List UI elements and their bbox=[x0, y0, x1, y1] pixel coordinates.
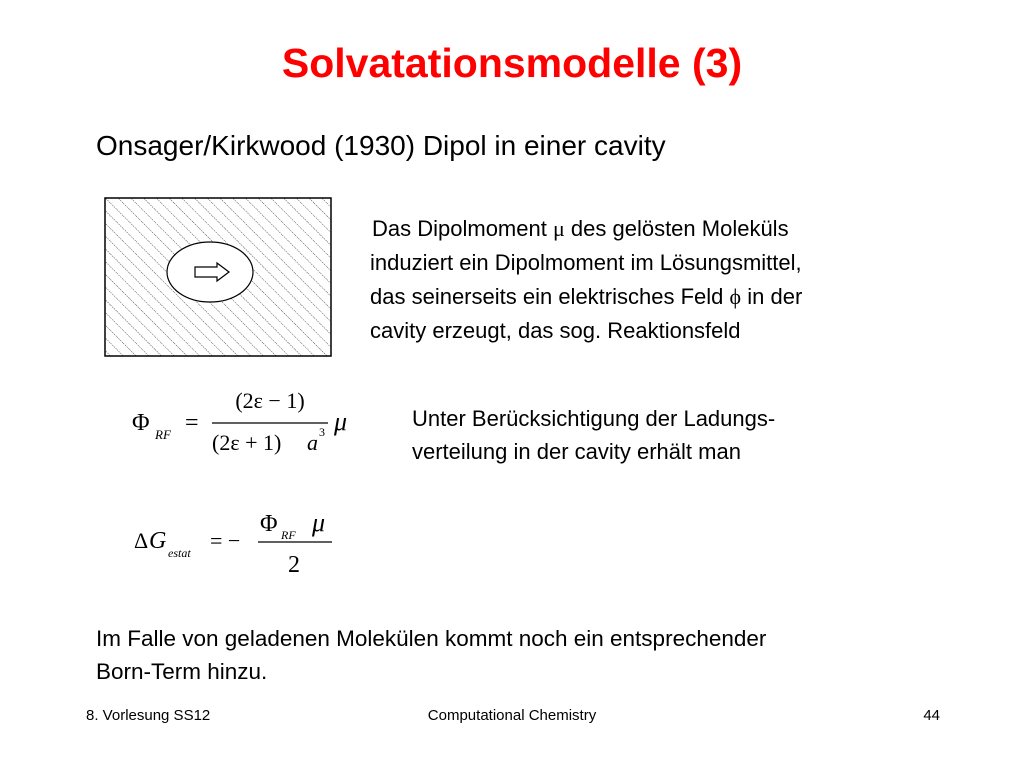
svg-text:μ: μ bbox=[334, 407, 348, 436]
equation-reaction-field bbox=[124, 384, 364, 464]
svg-text:Δ: Δ bbox=[134, 528, 149, 553]
svg-text:μ: μ bbox=[312, 508, 326, 537]
paragraph-born-term: Im Falle von geladenen Molekülen kommt noch ein entsprechender Born-Term hinzu. bbox=[96, 626, 767, 684]
svg-text:=: = bbox=[185, 410, 199, 436]
svg-text:Φ: Φ bbox=[132, 410, 150, 436]
svg-text:estat: estat bbox=[168, 546, 191, 560]
svg-text:3: 3 bbox=[319, 425, 325, 439]
svg-text:2: 2 bbox=[288, 552, 300, 578]
equation-free-energy bbox=[128, 506, 348, 586]
slide-title: Solvatationsmodelle (3) bbox=[281, 40, 743, 86]
svg-text:(2ε + 1): (2ε + 1) bbox=[212, 430, 282, 455]
cavity-diagram bbox=[104, 197, 334, 359]
svg-text:RF: RF bbox=[155, 427, 171, 442]
slide-subtitle: Onsager/Kirkwood (1930) Dipol in einer cavity bbox=[96, 130, 666, 161]
paragraph-dipole: Das Dipolmoment μ des gelösten Moleküls induziert ein Dipolmoment im Lösungsmittel, das seinerseits ein elektrisches Feld ϕ in der cavity erzeugt, das sog. Reaktionsfeld bbox=[370, 216, 803, 343]
paragraph-charge-distribution: Unter Berücksichtigung der Ladungs- verteilung in der cavity erhält man bbox=[412, 406, 776, 464]
phi-symbol: ϕ bbox=[729, 284, 742, 309]
svg-text:G: G bbox=[149, 528, 167, 554]
svg-text:RF: RF bbox=[281, 528, 296, 542]
svg-text:a: a bbox=[307, 430, 318, 455]
svg-text:(2ε − 1): (2ε − 1) bbox=[235, 388, 305, 413]
mu-symbol: μ bbox=[552, 216, 565, 241]
footer-lecture: 8. Vorlesung SS12 bbox=[86, 707, 211, 724]
svg-text:= −: = − bbox=[210, 528, 241, 553]
svg-text:Φ: Φ bbox=[260, 511, 278, 537]
footer-page-number: 44 bbox=[923, 707, 940, 724]
footer-course: Computational Chemistry bbox=[427, 707, 597, 724]
